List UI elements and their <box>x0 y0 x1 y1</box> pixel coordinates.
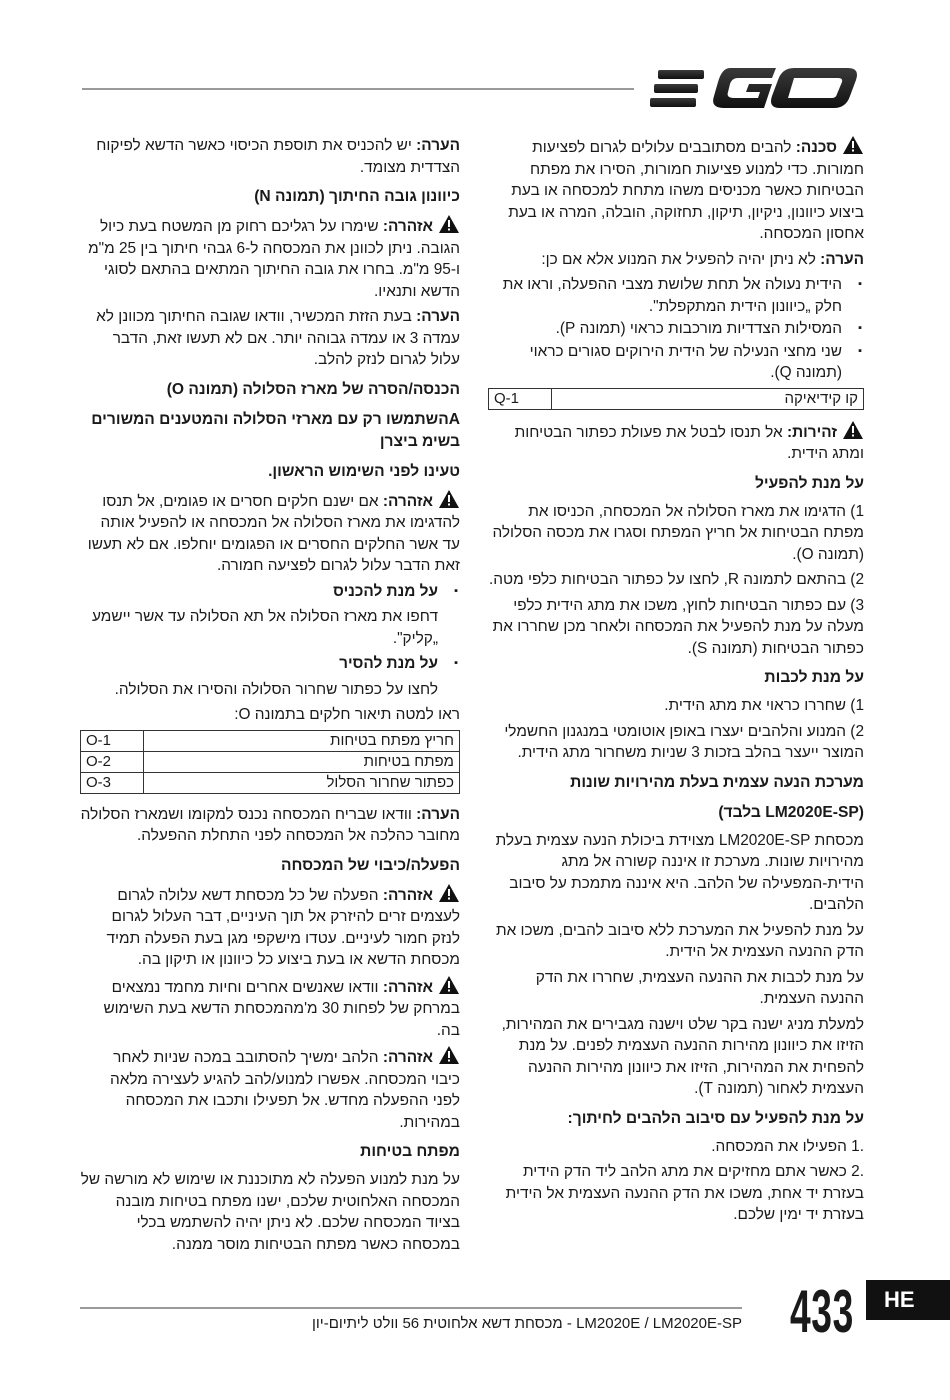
left-column <box>80 135 460 1259</box>
note-text: בעת הזזת המכשיר, וודאו שגובה החיתוך מכוונן לא עמדה 3 או עמדה גבוהה יותר. אם לא תעשו זאת, הדבר עלול לגרום לנזק להלב. <box>96 308 460 368</box>
warning-icon <box>438 489 460 509</box>
speed-paragraph: למעלת מניג ישנה בקר שלט וישנה מגבירים את המהירות, הזיזו את כיוונון מהירות ההנעה העצמית לפנים. על מנת להפחית את המהירות, הזיזו את כיוונון מהירות ההנעה העצמית לאחור (תמונה T). <box>501 1015 864 1097</box>
start-heading: על מנת להפעיל <box>754 474 864 492</box>
warning-text: הלהב ימשיך להסתובב במכה שניות לאחר כיבוי המכסחה. אפשרו למנוע/להב להגיע לעצירה מלאה לפני ההפעלה מחדש. אל תפעילו ותכבו את המכסחה במהירות. <box>109 1049 460 1131</box>
height-heading: כיוונון גובה החיתוך (תמונה N) <box>254 188 460 205</box>
table-cell-code: O-1 <box>81 730 144 751</box>
warning-icon <box>438 214 460 234</box>
footer-text: LM2020E / LM2020E-SP - מכסחת דשא אלחוטית 56 וולט ליתיום-יון <box>312 1315 742 1332</box>
speed-paragraph: על מנת להפעיל את המערכת ללא סיבוב להבים, משכו את הדק ההנעה העצמית אל הידית. <box>495 921 864 960</box>
warning-icon <box>438 1045 460 1065</box>
start-step: 2) בהתאם לתמונה R, לחצו על כפתור הבטיחות כלפי מטה. <box>489 571 864 588</box>
caution-paragraph <box>488 420 864 465</box>
warning-label: אזהרה: <box>382 1049 433 1066</box>
table-cell-label: כפתור שחרור הסלול <box>144 772 460 793</box>
table-row <box>81 751 460 772</box>
note-top <box>80 135 460 178</box>
battery-note <box>80 804 460 847</box>
see-parts: ראו למטה תיאור חלקים בתמונה O: <box>234 706 460 723</box>
note-text: וודאו שבריח המכסחה נכנס למקומו ושמארז הסלולה מחובר כהלכה אל המכסחה לפני התחלת ההפעלה. <box>80 805 460 844</box>
stop-step: 2) המנוע והלהבים יעצרו באופן אוטומטי במנגנון החשמלי המוצר ייעצר בהלב בזכות 3 שניות משחרור מתג הידית. <box>504 722 864 761</box>
inspect-heading: טעינו לפני השימוש הראשון. <box>268 462 460 480</box>
footer-rule <box>80 1307 742 1309</box>
height-note <box>80 306 460 371</box>
inspect-warning <box>80 489 460 577</box>
speed-paragraph: על מנת לכבות את ההנעה העצמית, שחררו את הדק ההנעה העצמית. <box>535 968 864 1007</box>
note1-label: הערה: <box>820 250 864 268</box>
insert-text: דחפו את מארז הסלולה אל תא הסלולה עד אשר יישמע „קליק". <box>91 608 438 647</box>
table-row <box>489 388 864 409</box>
list-item: ▪ המסילות הצדדיות מורכבות כראוי (תמונה P). <box>488 318 842 340</box>
warning-icon <box>438 883 460 903</box>
conditions-list <box>488 274 864 384</box>
speed-heading: מערכת הנעה עצמית בעלת מהירויות שונות <box>570 773 864 791</box>
operate-heading: הפעלה/כיבוי של המכסחה <box>280 856 460 874</box>
warning-text: הפעלה של כל מכסחת דשא עלולה לגרום לעצמים זרים להיזרק אל תוך העיניים, דבר העלול לגרום לנזק חמור לעיניים. עטדו מישקפי מגן בעת הפעלה תמיד מכסחת הדשא או בעת ביצוע כל כיוונון או תיקון בה. <box>106 886 460 968</box>
operate-warning <box>80 975 460 1042</box>
danger-paragraph <box>488 135 864 245</box>
note1 <box>488 249 864 271</box>
insert-remove-list <box>80 581 460 603</box>
caution-text: אל תנסו לבטל את פעולת כפתור הבטיחות ומתג הידית. <box>514 423 864 462</box>
list-item: ▪ הידית נעולה אל תחת שלושת מצבי ההפעלה, וראו את חלק „כיוונון הידית המתקפלת". <box>488 274 842 317</box>
warning-icon <box>438 975 460 995</box>
height-warning <box>80 214 460 302</box>
table-cell-code: Q-1 <box>489 388 552 409</box>
danger-label: סכנה: <box>795 139 837 156</box>
blades-step: .1 הפעילו את המכסחה. <box>711 1137 864 1155</box>
warning-icon <box>842 135 864 155</box>
danger-text: להבים מסתובבים עלולים לגרום לפציעות חמורות. כדי למנוע פציעות חמורות, הסירו את מפתח הבטיחות כאשר מכניסים משהו מתחת למכסחה או בעת ביצוע כיוונון, ניקיון, תיקון, תחזוקה, הובלה, המרה או בעת אחסון המכסחה. <box>508 139 864 242</box>
key-heading: מפתח בטיחות <box>360 1143 460 1160</box>
remove-text: לחצו על כפתור שחרור הסלולה והסירו את הסלולה. <box>114 680 438 698</box>
note1-text: לא ניתן יהיה להפעיל את המנוע אלא אם כן: <box>541 250 821 268</box>
note-top-label: הערה: <box>416 137 460 154</box>
table-cell-label: מפתח בטיחות <box>144 751 460 772</box>
remove-heading: ▪ על מנת להסיר <box>80 653 438 675</box>
ego-logo <box>648 62 862 114</box>
battery-subheading: Aהשתמשו רק עם מארזי הסלולה והמטענים המשורים בשימ ביצרן <box>91 410 460 450</box>
blades-step: .2 כאשר אתם מחזיקים את מתג הלהב ליד הדק הידית בעזרת יד אחת, משכו את הדק ההנעה העצמית אל הידית בעזרת יד ימין שלכם. <box>505 1163 864 1223</box>
battery-heading: הכנסה/הסרה של מארז הסלולה (תמונה O) <box>166 380 460 398</box>
speed-heading-model: (LM2020E-SP בלבד) <box>718 803 864 821</box>
page-number: 433 <box>790 1278 854 1345</box>
table-cell-code: O-2 <box>81 751 144 772</box>
table-row <box>81 772 460 793</box>
note-label: הערה: <box>416 805 460 823</box>
language-tab: HE <box>866 1280 950 1320</box>
warning-text: שימרו על רגליכם רחוק מן המשטח בעת כיול הגובה. ניתן לכוונן את המכסחה ל-6 גבהי חיתוך בין 25 מ"מ ו-95 מ"מ. בחרו את גובה החיתוך המתאים בהתאם לסוגי הדשא ותנאיו. <box>88 218 460 300</box>
note-top-text: יש להכניס את תוספת הכיסוי כאשר הדשא לפיקוח הצדדית מצומד. <box>96 137 460 176</box>
parts-table-q <box>488 388 864 410</box>
table-cell-label: חריץ מפתח בטיחות <box>144 730 460 751</box>
warning-label: אזהרה: <box>382 492 433 510</box>
table-cell-code: O-3 <box>81 772 144 793</box>
right-column <box>488 135 864 1230</box>
insert-remove-list <box>80 653 460 675</box>
caution-label: זהירות: <box>786 423 837 441</box>
speed-paragraph: מכסחת LM2020E-SP מצוידת ביכולת הנעה עצמית בעלת מהירויות שונות. מערכת זו איננה קשורה אל מתג הידית-המפעילה של הלהב. היא איננה מתמכת על סיבוב הלהבים. <box>495 831 864 913</box>
start-step: 1) הדגימו את מארז הסלולה אל המכסחה, הכניסו את מפתח הבטיחות אל חריץ המפתח וסגרו את מכסה הסלולה (תמונה O). <box>492 502 864 563</box>
blades-heading: על מנת להפעיל עם סיבוב הלהבים לחיתוך: <box>567 1109 864 1127</box>
insert-heading: ▪ על מנת להכניס <box>80 581 438 603</box>
table-cell-label: קו קידיאיקה <box>552 388 864 409</box>
warning-label: אזהרה: <box>382 886 433 904</box>
list-item: ▪ שני מחצי הנעילה של הידית הירוקים סגורים כראוי (תמונה Q). <box>488 341 842 384</box>
table-row <box>81 730 460 751</box>
note-label: הערה: <box>416 308 460 325</box>
warning-text: אם ישנם חלקים חסרים או פגומים, אל תנסו להדגימו את מארז הסלולה אל המכסחה או להפעיל אותה עד אשר החלקים החסרים או הפגומים יוחלפו. אם לא תעשו זאת הדבר עלול לגרום לפציעה חמורה. <box>87 492 460 574</box>
header-rule <box>82 88 634 90</box>
warning-label: אזהרה: <box>382 978 433 996</box>
operate-warning <box>80 1045 460 1133</box>
parts-table-o <box>80 730 460 794</box>
stop-step: 1) שחררו כראוי את מתג הידית. <box>664 697 864 714</box>
key-text: על מנת למנוע הפעלה לא מתוכננת או שימוש לא מורשה של המכסחה האלחוטית שלכם, ישנו מפתח בטיחות מובנה בציוד המכסחה שלכם. לא ניתן יהיה להשתמש בכלי במכסחה כאשר מפתח הבטיחות מוסר ממנה. <box>80 1171 460 1253</box>
stop-heading: על מנת לכבות <box>764 669 864 686</box>
warning-icon <box>842 420 864 440</box>
warning-text: וודאו שאנשים אחרים וחיות מחמד נמצאים במרחק של לפחות 30 מ'מהמכסחת הדשא בעת השימוש בה. <box>103 978 460 1039</box>
operate-warning <box>80 883 460 971</box>
start-step: 3) עם כפתור הבטיחות לחוץ, משכו את מתג הידית כלפי מעלה על מנת להפעיל את המכסחה ולאחר מכן שחררו את כפתור הבטיחות (תמונה S). <box>492 596 864 657</box>
warning-label: אזהרה: <box>382 218 433 235</box>
